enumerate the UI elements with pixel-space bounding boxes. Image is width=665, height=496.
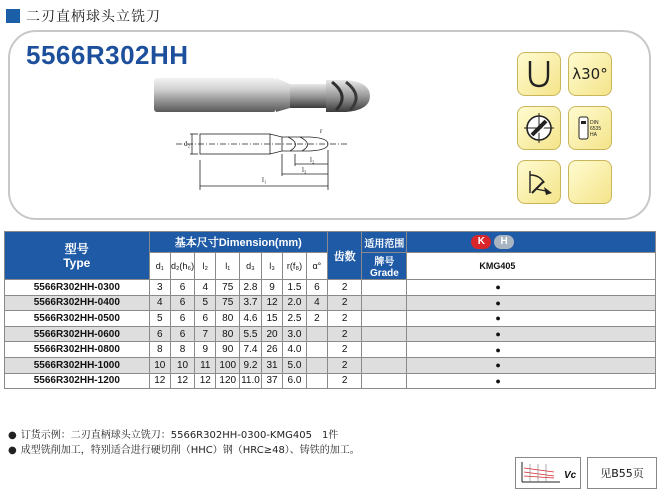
- cell-d3: 3.7: [240, 295, 262, 311]
- svg-text:r: r: [320, 127, 323, 135]
- cell-model: 5566R302HH-0300: [5, 280, 150, 296]
- spec-table: [4, 231, 656, 389]
- cell-r: 4.0: [283, 342, 307, 358]
- badge-h: H: [494, 235, 514, 249]
- cell-a: 2: [306, 311, 327, 327]
- cell-scope: [362, 342, 407, 358]
- dim-header-d1: d₁: [149, 253, 170, 280]
- cell-z: 2: [327, 326, 361, 342]
- dim-header-l2: l₂: [195, 253, 216, 280]
- cross-section-icon: [517, 106, 561, 150]
- cell-availability-mark: ●: [407, 373, 656, 389]
- see-page-link[interactable]: 见B55页: [587, 457, 657, 489]
- cutting-speed-chart-icon: [515, 457, 581, 489]
- header-square-icon: [6, 9, 20, 23]
- cell-l1: 75: [216, 295, 240, 311]
- scope-header: 适用范围: [362, 232, 407, 253]
- cell-d2: 6: [170, 326, 194, 342]
- cell-l3: 15: [261, 311, 282, 327]
- cell-model: 5566R302HH-0500: [5, 311, 150, 327]
- cell-l2: 7: [195, 326, 216, 342]
- dim-header-l1: l₁: [216, 253, 240, 280]
- cell-l1: 80: [216, 311, 240, 327]
- table-row: [5, 342, 656, 358]
- tool-photo: [150, 70, 380, 122]
- cell-d1: 8: [149, 342, 170, 358]
- cell-model: 5566R302HH-1000: [5, 357, 150, 373]
- tool-technical-drawing: [170, 124, 355, 194]
- dim-header-alpha: α°: [306, 253, 327, 280]
- cell-l2: 6: [195, 311, 216, 327]
- cell-d1: 6: [149, 326, 170, 342]
- cell-availability-mark: ●: [407, 295, 656, 311]
- cell-l1: 75: [216, 280, 240, 296]
- table-row: [5, 373, 656, 389]
- cell-d1: 10: [149, 357, 170, 373]
- blank-icon: [568, 160, 612, 204]
- table-row: [5, 311, 656, 327]
- cell-r: 2.0: [283, 295, 307, 311]
- cell-d3: 4.6: [240, 311, 262, 327]
- dim-header-r: r(f₈): [283, 253, 307, 280]
- cell-d2: 6: [170, 311, 194, 327]
- cell-r: 2.5: [283, 311, 307, 327]
- cell-d3: 9.2: [240, 357, 262, 373]
- product-code: 5566R302HH: [26, 40, 189, 70]
- cell-a: [306, 373, 327, 389]
- table-row: [5, 280, 656, 296]
- cell-l3: 26: [261, 342, 282, 358]
- cell-scope: [362, 373, 407, 389]
- svg-text:DIN: DIN: [590, 120, 599, 126]
- cell-d2: 6: [170, 280, 194, 296]
- flutes-header: 齿数: [327, 232, 361, 280]
- note-application: ● 成型铣削加工，特别适合进行硬切削（HHC）钢（HRC≥48）、铸铁的加工。: [8, 445, 360, 456]
- cell-scope: [362, 280, 407, 296]
- badge-k: K: [471, 235, 491, 249]
- cell-a: [306, 357, 327, 373]
- cell-z: 2: [327, 280, 361, 296]
- note-order-example: ● 订货示例：二刃直柄球头立铣刀：5566R302HH-0300-KMG405 1件: [8, 430, 339, 441]
- cell-l3: 12: [261, 295, 282, 311]
- grade-header: 牌号Grade: [362, 253, 407, 280]
- cell-model: 5566R302HH-0600: [5, 326, 150, 342]
- section-title: 二刃直柄球头立铣刀: [26, 9, 161, 25]
- cell-scope: [362, 357, 407, 373]
- cell-l1: 80: [216, 326, 240, 342]
- cell-r: 3.0: [283, 326, 307, 342]
- cell-l3: 9: [261, 280, 282, 296]
- vc-label: Vc: [564, 470, 577, 481]
- cell-d2: 12: [170, 373, 194, 389]
- table-row: [5, 295, 656, 311]
- cell-a: 4: [306, 295, 327, 311]
- cutting-direction-icon: [517, 160, 561, 204]
- helix-angle-icon: λ30°: [568, 52, 612, 96]
- cell-d3: 5.5: [240, 326, 262, 342]
- cell-l2: 5: [195, 295, 216, 311]
- cell-availability-mark: ●: [407, 311, 656, 327]
- cell-l2: 9: [195, 342, 216, 358]
- cell-l2: 12: [195, 373, 216, 389]
- cell-l1: 100: [216, 357, 240, 373]
- cell-d3: 2.8: [240, 280, 262, 296]
- cell-r: 1.5: [283, 280, 307, 296]
- cell-model: 5566R302HH-0400: [5, 295, 150, 311]
- cell-z: 2: [327, 357, 361, 373]
- cell-r: 5.0: [283, 357, 307, 373]
- cell-d2: 6: [170, 295, 194, 311]
- notes: [8, 428, 360, 458]
- cell-availability-mark: ●: [407, 342, 656, 358]
- cell-d1: 12: [149, 373, 170, 389]
- dim-header-l3: l₃: [261, 253, 282, 280]
- cell-a: 6: [306, 280, 327, 296]
- cell-d1: 3: [149, 280, 170, 296]
- dim-header-d2: d₂(h₆): [170, 253, 194, 280]
- svg-text:l₃: l₃: [302, 166, 307, 174]
- grade-value: KMG405: [407, 253, 656, 280]
- cell-r: 6.0: [283, 373, 307, 389]
- cell-a: [306, 326, 327, 342]
- cell-l2: 4: [195, 280, 216, 296]
- cell-z: 2: [327, 342, 361, 358]
- cell-l3: 20: [261, 326, 282, 342]
- model-header: 型号 Type: [5, 232, 150, 280]
- cell-d2: 10: [170, 357, 194, 373]
- svg-text:l₂: l₂: [310, 156, 315, 164]
- cell-scope: [362, 311, 407, 327]
- table-row: [5, 326, 656, 342]
- svg-text:6535: 6535: [590, 126, 602, 132]
- cell-l1: 120: [216, 373, 240, 389]
- dim-header-d3: d₃: [240, 253, 262, 280]
- cell-z: 2: [327, 311, 361, 327]
- cell-l3: 37: [261, 373, 282, 389]
- cell-l3: 31: [261, 357, 282, 373]
- cell-availability-mark: ●: [407, 357, 656, 373]
- cell-z: 2: [327, 373, 361, 389]
- ball-nose-icon: [517, 52, 561, 96]
- cell-scope: [362, 326, 407, 342]
- cell-d2: 8: [170, 342, 194, 358]
- svg-text:HA: HA: [590, 132, 597, 138]
- cell-a: [306, 342, 327, 358]
- section-header: [6, 6, 161, 26]
- cell-l1: 90: [216, 342, 240, 358]
- dimension-header: 基本尺寸Dimension(mm): [149, 232, 327, 253]
- table-row: [5, 357, 656, 373]
- cell-scope: [362, 295, 407, 311]
- cell-l2: 11: [195, 357, 216, 373]
- cell-d1: 5: [149, 311, 170, 327]
- cell-d3: 7.4: [240, 342, 262, 358]
- cell-d1: 4: [149, 295, 170, 311]
- din-standard-icon: [568, 106, 612, 150]
- cell-d3: 11.0: [240, 373, 262, 389]
- cell-z: 2: [327, 295, 361, 311]
- cell-model: 5566R302HH-1200: [5, 373, 150, 389]
- cell-model: 5566R302HH-0800: [5, 342, 150, 358]
- svg-text:d₂: d₂: [184, 140, 190, 148]
- material-badges: [407, 232, 656, 253]
- svg-text:l₁: l₁: [262, 176, 267, 184]
- cell-availability-mark: ●: [407, 326, 656, 342]
- cell-availability-mark: ●: [407, 280, 656, 296]
